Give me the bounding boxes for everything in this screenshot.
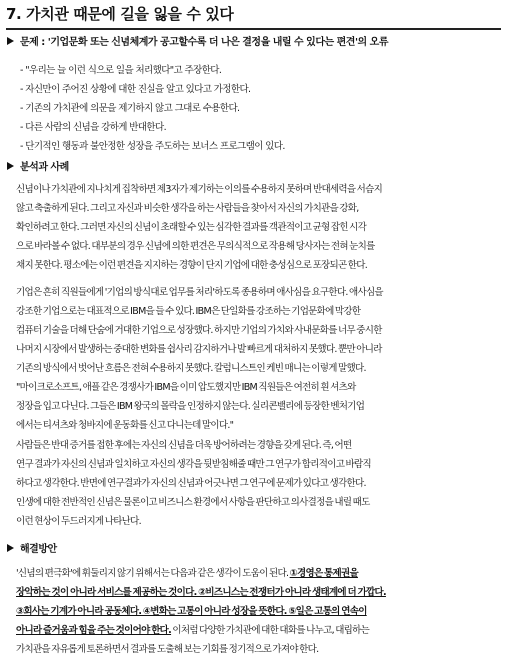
triangle-bullet-icon <box>7 544 14 552</box>
text-line: 확인하려고 한다. 그러면 자신의 신념이 초래할 수 있는 심각한 결과를 객관적이고 균형 잡힌 시각 <box>16 222 367 233</box>
section-heading-analysis: 분석과 사례 <box>7 158 69 173</box>
list-item: - 단기적인 행동과 불안정한 성장을 주도하는 보너스 프로그램이 있다. <box>20 141 285 152</box>
underlined-emphasis: ③회사는 기계가 아니라 공동체다. ④변화는 고통이 아니라 성장을 뜻한다. ⑤일은 고통의 연속이 <box>16 606 367 617</box>
text-line: 나머지 시장에서 발생하는 중대한 변화를 쉽사리 감지하거나 발 빠르게 대처하지 못했다. 뿐만 아니라 <box>16 344 382 355</box>
section-heading-problem: 문제 : '기업문화 또는 신념체계가 공고할수록 더 나은 결정을 내릴 수 있다는 편견'의 오류 <box>7 33 388 48</box>
text-line <box>16 602 498 621</box>
list-item: - 다른 사람의 신념을 강하게 반대한다. <box>20 122 167 133</box>
text-line: 아니라 즐거움과 힘을 주는 것이어야 한다. 이처럼 다양한 가치관에 대한 대화를 나누고, 대립하는 <box>16 625 370 636</box>
text-line: 채지 못한다. 평소에는 이런 편견을 지지하는 경향이 단지 기업에 대한 충성심으로 포장되곤 한다. <box>16 260 368 271</box>
section-heading-solution: 해결방안 <box>7 540 57 555</box>
triangle-bullet-icon <box>7 37 14 45</box>
analysis-paragraph-3 <box>16 436 498 531</box>
text-line: 기존의 방식에서 벗어난 흐름은 전혀 수용하지 못했다. 칼럼니스트인 케빈 매니는 이렇게 말했다. <box>16 363 366 374</box>
text-line: 인생에 대한 전반적인 신념은 물론이고 비즈니스 환경에서 사항을 판단하고 의사결정을 내릴 때도 <box>16 497 370 508</box>
list-item: - 기존의 가치관에 의문을 제기하지 않고 그대로 수용한다. <box>20 103 240 114</box>
list-item: - "우리는 늘 이런 식으로 일을 처리했다"고 주장한다. <box>20 65 222 76</box>
text-line: 사람들은 반대 증거를 접한 후에는 자신의 신념을 더욱 방어하려는 경향을 갖게 된다. 즉, 어떤 <box>16 440 352 451</box>
text-line: "마이크로소프트, 애플 같은 경쟁사가 IBM을 이미 압도했지만 IBM 직원들은 여전히 흰 셔츠와 <box>16 382 356 393</box>
text-line: 으로 바라볼 수 없다. 대부분의 경우 신념에 의한 편견은 무의식적으로 작용해 당사자는 전혀 눈치를 <box>16 241 375 252</box>
underlined-emphasis: ①경영은 통제권을 <box>289 568 358 579</box>
text-line: 연구 결과가 자신의 신념과 일치하고 자신의 생각을 뒷받침해줄 때만 그 연구가 합리적이고 바람직 <box>16 459 371 470</box>
triangle-bullet-icon <box>7 162 14 170</box>
analysis-paragraph-1 <box>16 180 498 275</box>
page-title: 7. 가치관 때문에 길을 잃을 수 있다 <box>6 3 501 30</box>
solution-paragraph <box>16 564 498 659</box>
text-line: 컴퓨터 기술을 더해 단숨에 거대한 기업으로 성장했다. 하지만 기업의 가치와 사내문화를 너무 중시한 <box>16 325 382 336</box>
underlined-emphasis: 아니라 즐거움과 힘을 주는 것이어야 한다. <box>16 625 172 636</box>
text-line: 기업은 흔히 직원들에게 '기업의 방식대로 업무를 처리'하도록 종용하며 애사심을 요구한다. 애사심을 <box>16 287 383 298</box>
text-line: 않고 축출하게 된다. 그리고 자신과 비슷한 생각을 하는 사람들을 찾아서 자신의 가치관을 강화, <box>16 203 359 214</box>
problem-bullet-list <box>20 61 500 156</box>
text-line: 신념이나 가치관에 지나치게 집착하면 제3자가 제기하는 이의를 수용하지 못하며 반대세력을 서슴지 <box>16 184 383 195</box>
text-line: '신념의 편극화'에 휘둘리지 않기 위해서는 다음과 같은 생각이 도움이 된다. ①경영은 통제권을 <box>16 568 358 579</box>
text-line: 가치관을 자유롭게 토론하면서 결과를 도출해 보는 기회를 정기적으로 가져야 한다. <box>16 644 319 655</box>
text-line: 정장을 입고 다닌다. 그들은 IBM 왕국의 몰락을 인정하지 않는다. 실리콘밸리에 등장한 벤처기업 <box>16 401 365 412</box>
text-line: 강조한 기업으로는 대표적으로 IBM을 들 수 있다. IBM은 단일화를 강조하는 기업문화에 막강한 <box>16 306 361 317</box>
text-line: 에서는 티셔츠와 청바지에 운동화를 신고 다니는데 말이다." <box>16 420 234 431</box>
underlined-emphasis: 장악하는 것이 아니라 서비스를 제공하는 것이다. ②비즈니스는 전쟁터가 아니라 생태계에 더 가깝다. <box>16 587 386 598</box>
text-line: 이런 현상이 두드러지게 나타난다. <box>16 516 141 527</box>
text-line <box>16 583 498 602</box>
list-item: - 자신만이 주어진 상황에 대한 진실을 알고 있다고 가정한다. <box>20 84 251 95</box>
analysis-paragraph-2 <box>16 283 498 435</box>
text-line: 하다고 생각한다. 반면에 연구결과가 자신의 신념과 어긋나면 그 연구에 문제가 있다고 생각한다. <box>16 478 366 489</box>
